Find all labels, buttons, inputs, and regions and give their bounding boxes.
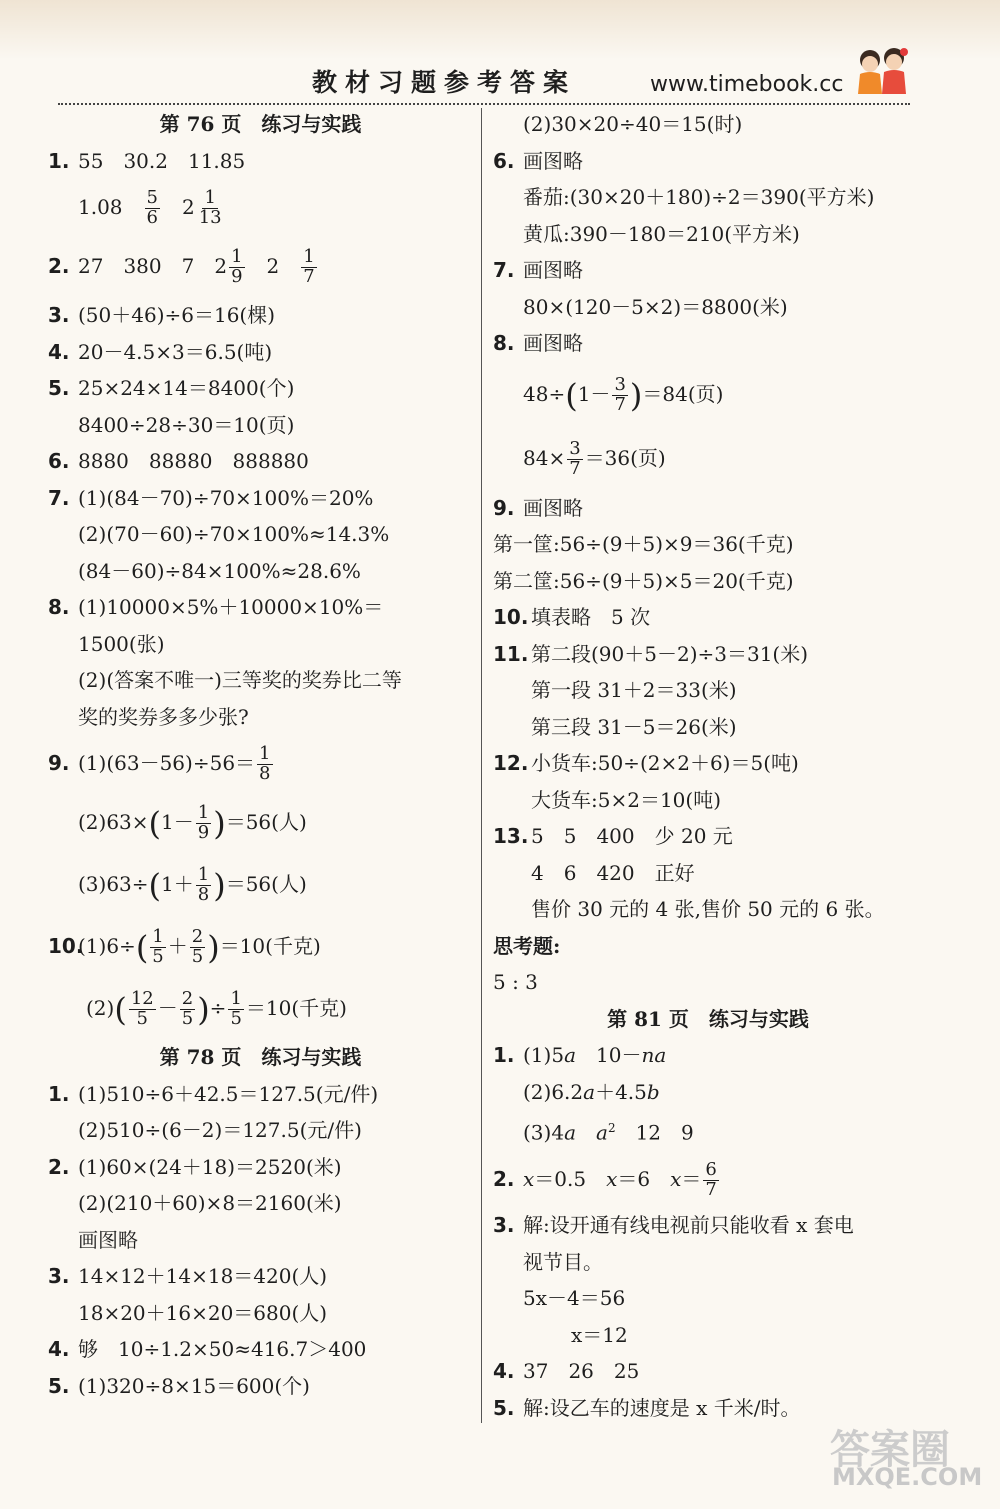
answer-4: 4. 20－4.5×3＝6.5(吨) (48, 339, 273, 364)
answer-5-line2: 8400÷28÷30＝10(页) (78, 412, 295, 437)
answer-5: 5. 25×24×14＝8400(个) (48, 376, 295, 400)
answer-1: 1. 55 30.2 11.85 (48, 148, 246, 173)
answer-8-line2: 1500(张) (78, 631, 165, 656)
p78-answer-9-line3: 第二筐:56÷(9＋5)×5＝20(千克) (493, 568, 794, 593)
cartoon-kids-icon (852, 44, 912, 100)
p78-answer-1-line2: (2)510÷(6－2)＝127.5(元/件) (78, 1118, 362, 1142)
p78-answer-12-line2: 大货车:5×2＝10(吨) (531, 787, 721, 812)
answer-2: 2. 27 380 7 2 $\frac{1}{9}$ 2 $\frac{1}{7}$ (48, 246, 315, 287)
site-url[interactable]: www.timebook.cc (650, 72, 844, 97)
watermark-logo: 答案圈 (830, 1427, 950, 1473)
p81-answer-2: 2. x＝0.5 x＝6 x＝ $\frac{6}{7}$ (493, 1159, 717, 1201)
p78-answer-3-line2: 18×20＋16×20＝680(人) (78, 1300, 328, 1325)
answer-9-line3: (3)63÷(1＋ $\frac{1}{8}$ )＝56(人) (78, 864, 307, 905)
p81-answer-3-line4: x＝12 (571, 1322, 628, 1347)
p78-answer-5-line2: (2)30×20÷40＝15(时) (523, 112, 743, 136)
p81-answer-5: 5. 解:设乙车的速度是 x 千米/时。 (493, 1395, 801, 1420)
p78-answer-5: 5. (1)320÷8×15＝600(个) (48, 1373, 310, 1398)
p78-answer-13-line3: 售价 30 元的 4 张,售价 50 元的 6 张。 (531, 897, 885, 921)
answer-10-line2: (2)( $\frac{12}{5}$ － $\frac{2}{5}$ )÷ $\frac{1}{5}$ ＝10(千克) (86, 988, 347, 1029)
p78-answer-9-line2: 第一筐:56÷(9＋5)×9＝36(千克) (493, 532, 794, 556)
p78-answer-1: 1. (1)510÷6＋42.5＝127.5(元/件) (48, 1081, 379, 1106)
watermark-url: MXQE.COM (832, 1463, 983, 1491)
p78-answer-2-line3: 画图略 (78, 1227, 138, 1252)
thinking-question-answer: 5 : 3 (493, 970, 538, 994)
answer-8-line3: (2)(答案不唯一)三等奖的奖券比二等 (78, 668, 402, 692)
p78-answer-11: 11. 第二段(90＋5－2)÷3＝31(米) (493, 641, 809, 666)
p81-answer-3: 3. 解:设开通有线电视前只能收看 x 套电 (493, 1213, 854, 1238)
answer-8: 8. (1)10000×5%＋10000×10%＝ (48, 595, 384, 619)
answer-7-line3: (84－60)÷84×100%≈28.6% (78, 558, 361, 583)
p78-answer-2: 2. (1)60×(24＋18)＝2520(米) (48, 1154, 342, 1179)
p78-answer-8-line3: 84× $\frac{3}{7}$ ＝36(页) (523, 437, 666, 479)
section-title-p81: 第 81 页 练习与实践 (607, 1006, 809, 1031)
p78-answer-13: 13. 5 5 400 少 20 元 (493, 824, 733, 848)
answer-10: 10.(1)6÷( $\frac{1}{5}$ ＋ $\frac{2}{5}$ )＝10(千克) (48, 926, 321, 967)
p78-answer-6-line2: 番茄:(30×20＋180)÷2＝390(平方米) (523, 185, 875, 209)
page-header-title: 教材习题参考答案 (312, 68, 577, 97)
left-column (48, 106, 473, 1404)
p78-answer-8: 8. 画图略 (493, 331, 583, 355)
answer-7: 7. (1)(84－70)÷70×100%＝20% (48, 485, 374, 510)
p81-answer-1: 1. (1)5a 10－na (493, 1043, 667, 1067)
answer-3: 3. (50＋46)÷6＝16(棵) (48, 303, 276, 327)
p78-answer-3: 3. 14×12＋14×18＝420(人) (48, 1264, 328, 1288)
p81-answer-3-line2: 视节目。 (523, 1249, 603, 1274)
p78-answer-7: 7. 画图略 (493, 258, 583, 282)
p78-answer-12: 12. 小货车:50÷(2×2＋6)＝5(吨) (493, 751, 799, 775)
answer-9-line2: (2)63×(1－ $\frac{1}{9}$ )＝56(人) (78, 802, 307, 843)
column-divider (481, 108, 482, 1423)
answer-9: 9. (1)(63－56)÷56＝ $\frac{1}{8}$ (48, 743, 271, 784)
p78-answer-9: 9. 画图略 (493, 495, 583, 520)
p78-answer-8-line2: 48÷(1－ $\frac{3}{7}$ )＝84(页) (523, 373, 724, 415)
p78-answer-4: 4. 够 10÷1.2×50≈416.7＞400 (48, 1337, 367, 1361)
section-title-p78: 第 78 页 练习与实践 (159, 1045, 362, 1069)
p81-answer-1-line3: (3)4a $a^2$ 12 9 (523, 1120, 694, 1145)
answer-6: 6. 8880 88880 888880 (48, 449, 309, 473)
p81-answer-3-line3: 5x－4＝56 (523, 1286, 626, 1311)
p81-answer-1-line2: (2)6.2a＋4.5b (523, 1079, 660, 1104)
right-column (493, 106, 923, 1426)
p78-answer-2-line2: (2)(210＋60)×8＝2160(米) (78, 1191, 342, 1215)
section-title-p76: 第 76 页 练习与实践 (159, 112, 362, 136)
p81-answer-4: 4. 37 26 25 (493, 1359, 640, 1384)
p78-answer-11-line2: 第一段 31＋2＝33(米) (531, 678, 737, 702)
p78-answer-13-line2: 4 6 420 正好 (531, 860, 695, 885)
p78-answer-11-line3: 第三段 31－5＝26(米) (531, 714, 737, 739)
p78-answer-6: 6. 画图略 (493, 148, 583, 173)
header-band (0, 0, 1000, 60)
p78-answer-7-line2: 80×(120－5×2)＝8800(米) (523, 294, 788, 319)
thinking-question-label: 思考题: (493, 933, 561, 958)
header-dotted-rule (58, 103, 910, 105)
p78-answer-10: 10. 填表略 5 次 (493, 605, 651, 629)
answer-1-line2: 1.08 $\frac{5}{6}$ 2 $\frac{1}{13}$ (78, 187, 222, 228)
p78-answer-6-line3: 黄瓜:390－180＝210(平方米) (523, 221, 800, 246)
answer-8-line4: 奖的奖券多多少张? (78, 704, 249, 729)
answer-7-line2: (2)(70－60)÷70×100%≈14.3% (78, 522, 390, 546)
